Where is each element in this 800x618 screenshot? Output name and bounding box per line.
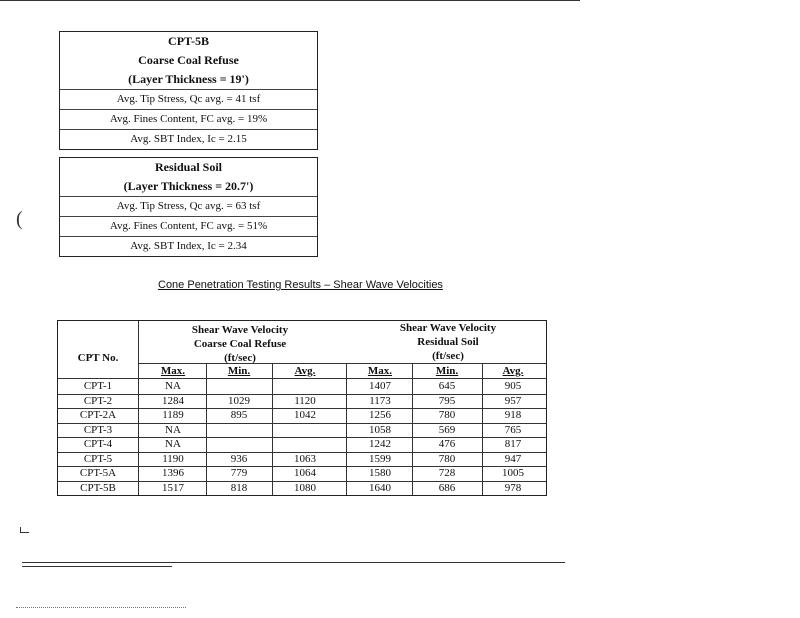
- coarse-avg-cell: 1080: [294, 481, 316, 494]
- scan-top-line: [0, 0, 580, 1]
- residual-max-cell: 1640: [369, 481, 391, 494]
- residual-max-cell: 1599: [369, 452, 391, 465]
- row-divider: [58, 437, 546, 438]
- box1-sbt: Avg. SBT Index, Ic = 2.15: [60, 129, 317, 149]
- residual-header: [350, 321, 546, 363]
- cpt-cell: CPT-4: [83, 438, 113, 450]
- box2-tip-stress: Avg. Tip Stress, Qc avg. = 63 tsf: [60, 196, 317, 216]
- scan-dotted-line: [16, 607, 186, 608]
- row-divider: [58, 452, 546, 453]
- coarse-max-cell: 1396: [162, 467, 184, 479]
- residual-avg-cell: 1005: [502, 467, 524, 479]
- row-divider: [58, 423, 546, 424]
- coarse-max-cell: 1284: [162, 394, 184, 407]
- cpt-cell: CPT-1: [83, 380, 113, 392]
- residual-avg-cell: 978: [504, 481, 522, 494]
- coarse-max-cell: 1190: [162, 452, 184, 465]
- coarse-max-cell: NA: [165, 438, 181, 450]
- residual-avg-cell: 765: [504, 423, 522, 436]
- cpt-no-header: CPT No.: [77, 352, 119, 364]
- coarse-min-cell: [206, 424, 272, 437]
- residual-max-cell: 1407: [369, 380, 391, 392]
- sub-header-residual-min: Min.: [435, 365, 459, 377]
- row-divider: [58, 466, 546, 467]
- grid-vline: [346, 363, 347, 495]
- coarse-header: [140, 323, 340, 365]
- row-divider: [58, 481, 546, 482]
- grid-hline: [58, 378, 546, 379]
- coarse-avg-cell: [272, 380, 338, 393]
- coarse-avg-cell: 1064: [294, 467, 316, 479]
- cpt-cell: CPT-5A: [79, 467, 117, 479]
- sub-header-residual-avg: Avg.: [502, 365, 524, 377]
- residual-min-cell: 569: [438, 423, 456, 436]
- coarse-header-line1: Shear Wave Velocity: [191, 324, 289, 336]
- coarse-min-cell: 895: [230, 409, 248, 421]
- coarse-min-cell: [206, 380, 272, 393]
- row-divider: [58, 408, 546, 409]
- residual-max-cell: 1256: [369, 409, 391, 421]
- coarse-avg-cell: [272, 438, 338, 451]
- residual-avg-cell: 918: [504, 409, 522, 421]
- coarse-max-cell: 1517: [162, 481, 184, 494]
- residual-header-line3: (ft/sec): [432, 350, 464, 362]
- coarse-min-cell: 779: [230, 467, 248, 479]
- scan-bottom-line: [22, 562, 565, 563]
- box2-thickness: (Layer Thickness = 20.7'): [123, 179, 254, 193]
- coarse-avg-cell: [272, 424, 338, 437]
- table-caption: Cone Penetration Testing Results – Shear Wave Velocities: [158, 279, 443, 291]
- box2-layer: Residual Soil: [154, 160, 223, 174]
- sub-header-coarse-avg: Avg.: [294, 365, 316, 377]
- cpt-cell: CPT-2: [83, 394, 113, 407]
- residual-min-cell: 780: [438, 409, 456, 421]
- residual-avg-cell: 947: [504, 452, 522, 465]
- residual-min-cell: 645: [438, 380, 456, 392]
- box1-layer: Coarse Coal Refuse: [138, 53, 239, 67]
- residual-min-cell: 686: [438, 481, 456, 494]
- residual-min-cell: 795: [438, 394, 456, 407]
- coarse-avg-cell: 1120: [294, 394, 316, 407]
- coarse-header-line3: (ft/sec): [224, 352, 256, 364]
- coarse-avg-cell: 1042: [294, 409, 316, 421]
- residual-avg-cell: 957: [504, 394, 522, 407]
- sub-header-coarse-min: Min.: [227, 365, 251, 377]
- cpt-cell: CPT-5B: [80, 481, 116, 494]
- residual-min-cell: 780: [438, 452, 456, 465]
- box1-thickness: (Layer Thickness = 19'): [128, 72, 249, 86]
- residual-max-cell: 1173: [369, 394, 391, 407]
- shear-wave-velocity-table: [57, 320, 547, 496]
- coarse-header-line2: Coarse Coal Refuse: [193, 338, 287, 350]
- cpt-cell: CPT-2A: [79, 409, 117, 421]
- cpt5b-coarse-summary-box: [59, 31, 318, 150]
- box1-tip-stress: Avg. Tip Stress, Qc avg. = 41 tsf: [60, 89, 317, 109]
- box2-sbt: Avg. SBT Index, Ic = 2.34: [60, 236, 317, 256]
- coarse-max-cell: NA: [165, 380, 181, 392]
- box1-fines: Avg. Fines Content, FC avg. = 19%: [60, 109, 317, 129]
- sub-header-coarse-max: Max.: [160, 365, 186, 377]
- coarse-max-cell: NA: [165, 423, 181, 436]
- coarse-min-cell: 818: [230, 481, 248, 494]
- scan-bottom-line-2: [22, 566, 172, 567]
- coarse-min-cell: 936: [230, 452, 248, 465]
- coarse-min-cell: 1029: [228, 394, 250, 407]
- residual-max-cell: 1058: [369, 423, 391, 436]
- sub-header-residual-max: Max.: [367, 365, 393, 377]
- coarse-min-cell: [206, 438, 272, 451]
- residual-header-line1: Shear Wave Velocity: [399, 322, 497, 334]
- residual-min-cell: 728: [438, 467, 456, 479]
- coarse-max-cell: 1189: [162, 409, 184, 421]
- grid-hline: [138, 363, 546, 364]
- coarse-avg-cell: 1063: [294, 452, 316, 465]
- row-divider: [58, 394, 546, 395]
- box2-fines: Avg. Fines Content, FC avg. = 51%: [60, 216, 317, 236]
- residual-max-cell: 1580: [369, 467, 391, 479]
- residual-max-cell: 1242: [369, 438, 391, 450]
- box1-title: CPT-5B: [168, 34, 209, 48]
- scan-mark: [20, 527, 29, 533]
- residual-soil-summary-box: [59, 157, 318, 257]
- residual-header-line2: Residual Soil: [417, 336, 479, 348]
- residual-min-cell: 476: [438, 438, 456, 450]
- scan-paren-mark: (: [16, 208, 23, 230]
- cpt-cell: CPT-5: [83, 452, 113, 465]
- cpt-cell: CPT-3: [83, 423, 113, 436]
- residual-avg-cell: 817: [504, 438, 522, 450]
- residual-avg-cell: 905: [504, 380, 522, 392]
